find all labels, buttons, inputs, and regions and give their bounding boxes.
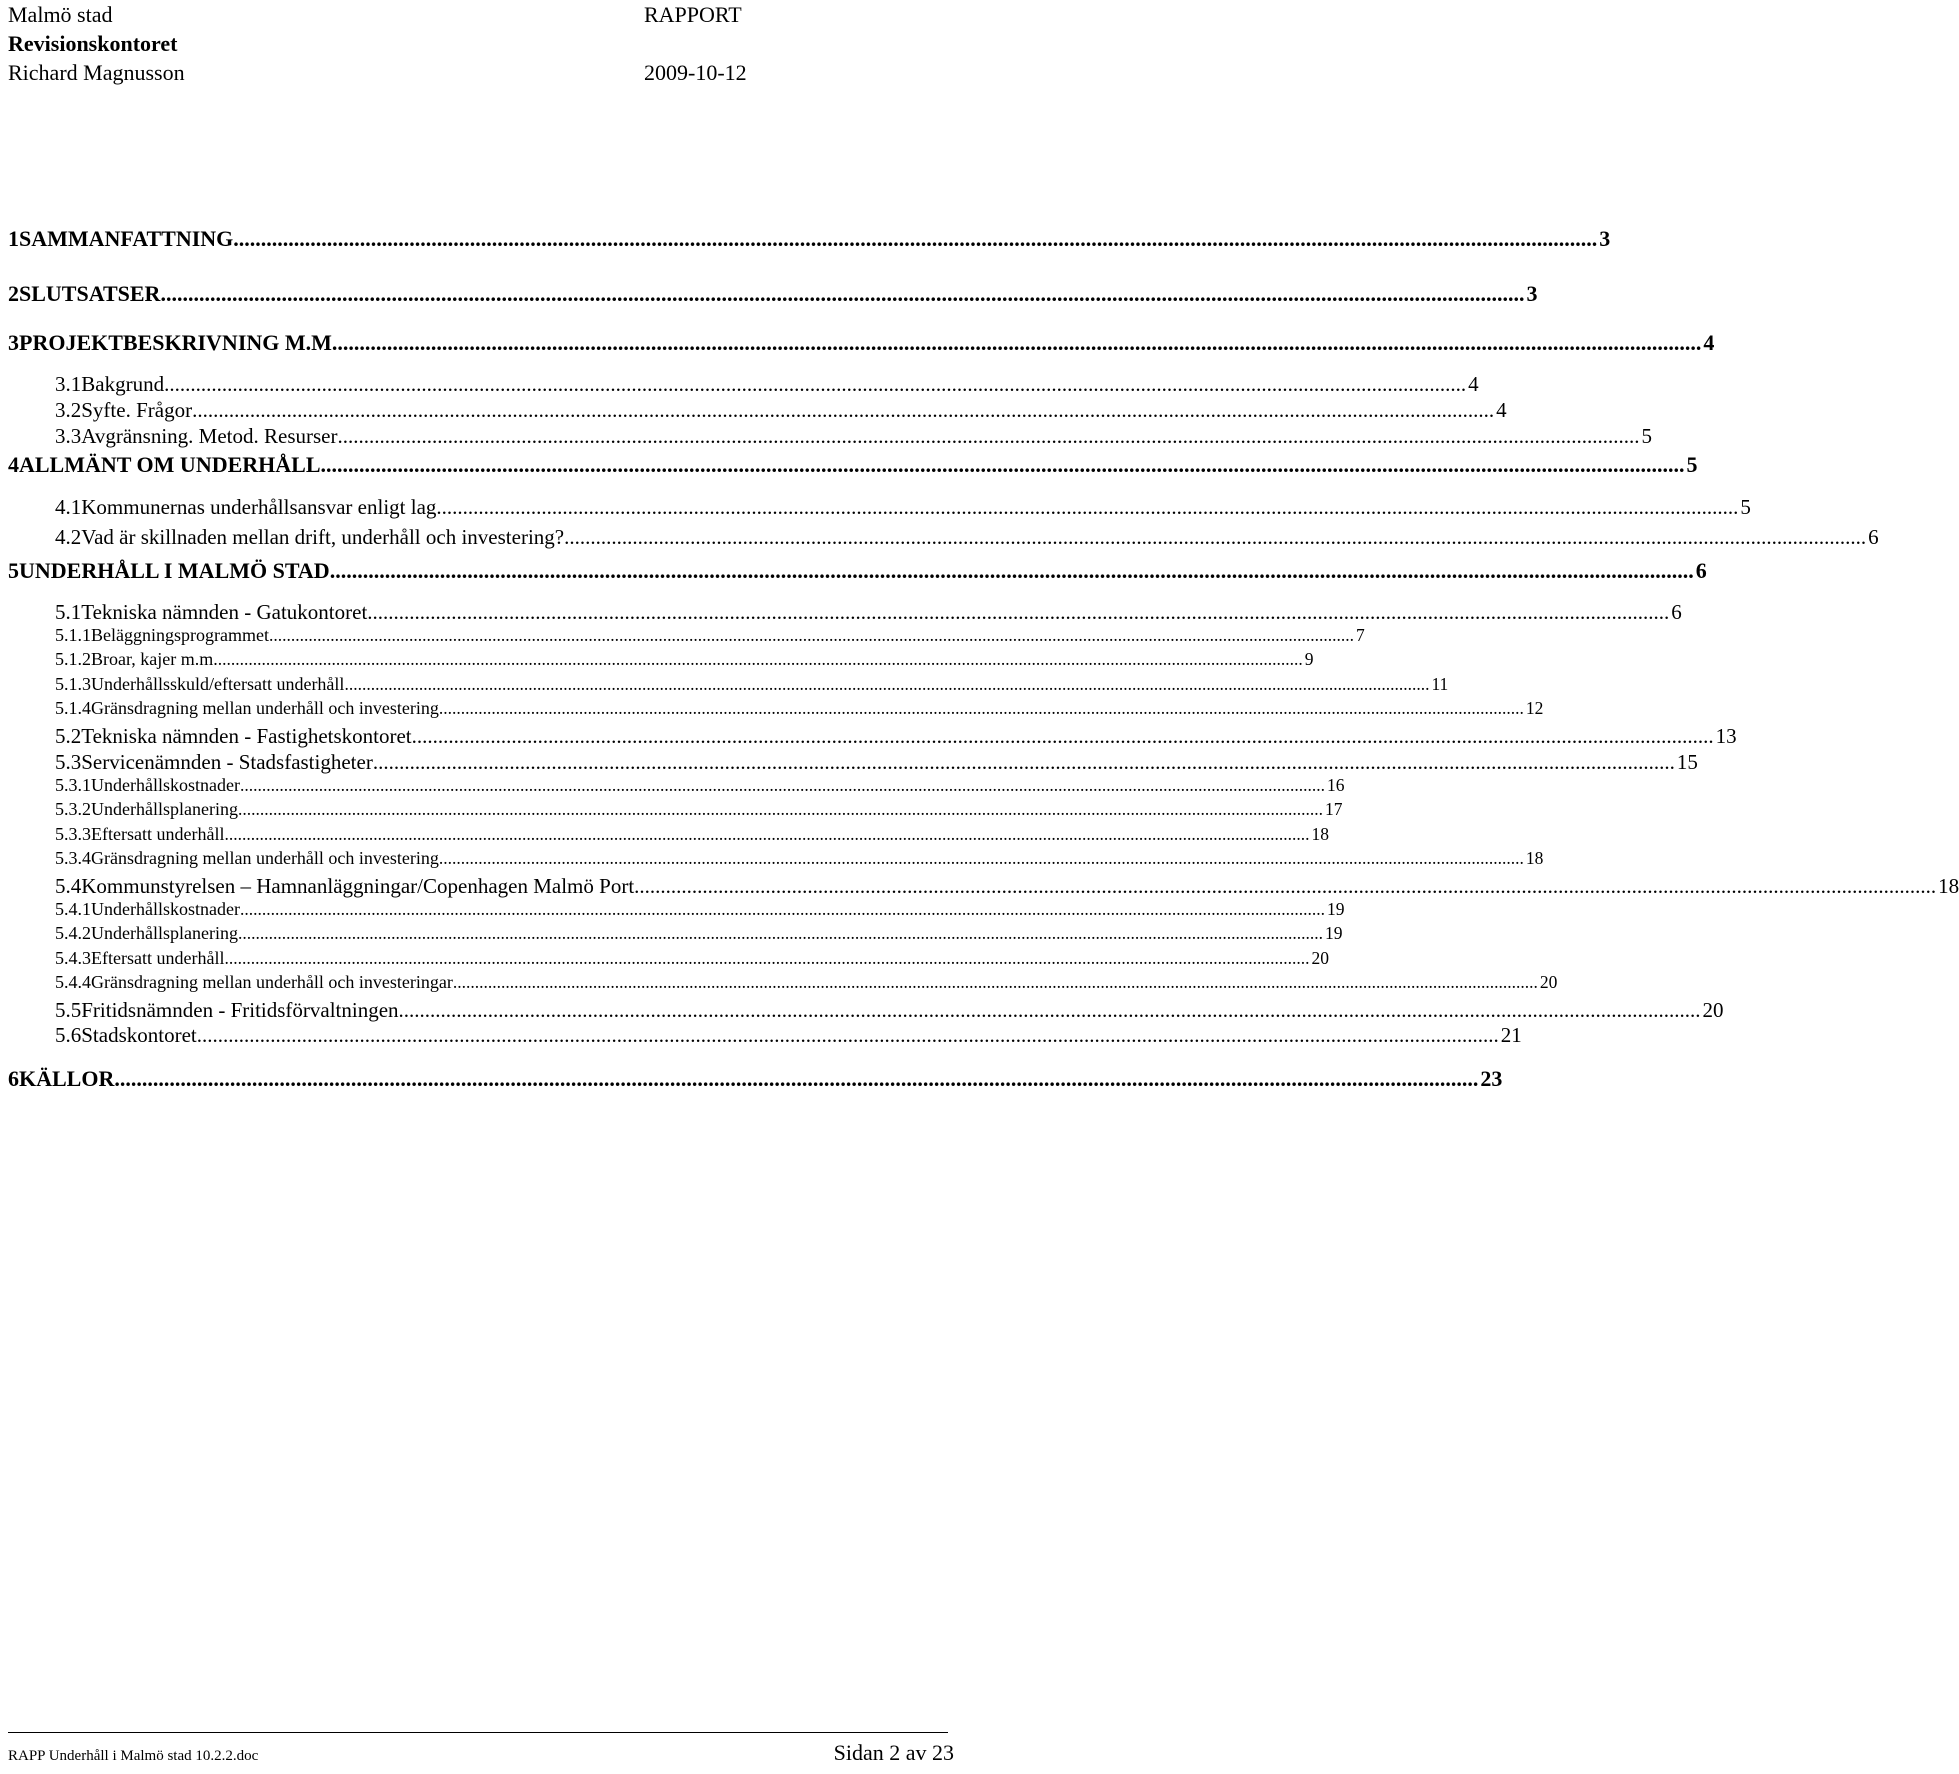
toc-entry-title: Eftersatt underhåll bbox=[91, 824, 225, 844]
toc-entry-page: 16 bbox=[1326, 775, 1345, 795]
toc-entry[interactable] bbox=[8, 848, 1544, 869]
toc-entry-page: 11 bbox=[1431, 674, 1449, 694]
toc-entry[interactable] bbox=[8, 724, 1737, 749]
toc-entry-page: 5 bbox=[1641, 424, 1652, 448]
toc-entry-number: 5.5 bbox=[55, 998, 82, 1022]
toc-entry[interactable] bbox=[8, 923, 1343, 944]
header-doc-type: RAPPORT bbox=[644, 2, 742, 27]
footer-page-label: Sidan 2 av 23 bbox=[833, 1740, 954, 1765]
toc-entry-number: 5.3.3 bbox=[55, 824, 91, 844]
toc-entry[interactable] bbox=[8, 674, 1449, 695]
toc-entry-page: 9 bbox=[1304, 649, 1314, 669]
toc-entry-number: 5.4.1 bbox=[55, 899, 91, 919]
toc-entry-title: Gränsdragning mellan underhåll och investering bbox=[91, 698, 439, 718]
toc-entry-page: 19 bbox=[1324, 923, 1343, 943]
toc-leader-dots bbox=[330, 558, 1694, 584]
toc-entry-number: 3 bbox=[8, 330, 19, 355]
toc-entry-page: 6 bbox=[1695, 558, 1707, 583]
toc-leader-dots bbox=[321, 452, 1685, 478]
toc-entry[interactable] bbox=[8, 452, 1698, 478]
toc-leader-dots bbox=[344, 674, 1429, 695]
toc-entry-number: 5.1.1 bbox=[55, 625, 91, 645]
toc-entry-title: Servicenämnden - Stadsfastigheter bbox=[81, 750, 373, 774]
toc-leader-dots bbox=[224, 948, 1309, 969]
toc-leader-dots bbox=[218, 649, 1303, 670]
toc-entry-page: 5 bbox=[1686, 452, 1698, 477]
toc-entry[interactable] bbox=[8, 874, 1959, 899]
toc-entry-page: 18 bbox=[1938, 874, 1959, 898]
toc-entry-page: 23 bbox=[1480, 1066, 1503, 1091]
toc-entry-number: 5.3 bbox=[55, 750, 82, 774]
toc-entry-page: 21 bbox=[1500, 1023, 1522, 1047]
toc-entry-page: 19 bbox=[1326, 899, 1345, 919]
toc-leader-dots bbox=[337, 330, 1701, 356]
toc-entry-number: 5.4.2 bbox=[55, 923, 91, 943]
page-footer bbox=[8, 1740, 954, 1766]
toc-entry-title: Broar, kajer m.m. bbox=[91, 649, 218, 669]
toc-entry-number: 5.3.1 bbox=[55, 775, 91, 795]
toc-entry-page: 15 bbox=[1676, 750, 1698, 774]
toc-entry-page: 7 bbox=[1355, 625, 1365, 645]
toc-entry[interactable] bbox=[8, 972, 1558, 993]
toc-entry[interactable] bbox=[8, 330, 1715, 356]
toc-entry-title: Gränsdragning mellan underhåll och investering bbox=[91, 848, 439, 868]
header-row-3 bbox=[8, 58, 768, 87]
toc-entry-page: 5 bbox=[1740, 495, 1751, 519]
toc-leader-dots bbox=[436, 495, 1738, 520]
toc-entry-title: Beläggningsprogrammet bbox=[91, 625, 269, 645]
toc-entry-number: 3.3 bbox=[55, 424, 82, 448]
toc-entry-number: 3.2 bbox=[55, 398, 82, 422]
toc-entry[interactable] bbox=[8, 1066, 1503, 1092]
toc-entry-title: ALLMÄNT OM UNDERHÅLL bbox=[19, 452, 321, 477]
toc-entry-title: SLUTSATSER bbox=[19, 281, 161, 306]
toc-leader-dots bbox=[233, 226, 1597, 252]
toc-entry[interactable] bbox=[8, 424, 1652, 449]
toc-entry[interactable] bbox=[8, 899, 1345, 920]
toc-entry-title: Underhållsplanering bbox=[91, 923, 238, 943]
header-department: Revisionskontoret bbox=[8, 31, 178, 56]
toc-entry-title: Tekniska nämnden - Gatukontoret bbox=[81, 600, 368, 624]
toc-entry[interactable] bbox=[8, 1023, 1522, 1048]
toc-entry-title: Bakgrund bbox=[81, 372, 165, 396]
toc-entry[interactable] bbox=[8, 625, 1365, 646]
toc-entry-title: KÄLLOR bbox=[19, 1066, 115, 1091]
toc-entry-title: Underhållsskuld/eftersatt underhåll bbox=[91, 674, 345, 694]
toc-entry-number: 5.1.4 bbox=[55, 698, 91, 718]
toc-entry-page: 20 bbox=[1539, 972, 1558, 992]
toc-entry-title: Kommunstyrelsen – Hamnanläggningar/Copenhagen Malmö Port bbox=[81, 874, 635, 898]
page-header bbox=[8, 0, 768, 87]
toc-leader-dots bbox=[439, 698, 1524, 719]
toc-leader-dots bbox=[453, 972, 1538, 993]
toc-leader-dots bbox=[197, 1023, 1499, 1048]
toc-entry-title: Stadskontoret bbox=[81, 1023, 197, 1047]
toc-entry[interactable] bbox=[8, 226, 1611, 252]
toc-entry-number: 5.3.2 bbox=[55, 799, 91, 819]
toc-entry-number: 5.2 bbox=[55, 724, 82, 748]
toc-entry-number: 5.4.4 bbox=[55, 972, 91, 992]
toc-entry-title: Underhållskostnader bbox=[91, 899, 240, 919]
toc-entry[interactable] bbox=[8, 372, 1479, 397]
toc-entry-page: 18 bbox=[1311, 824, 1329, 844]
toc-entry-page: 4 bbox=[1468, 372, 1479, 396]
toc-entry-page: 18 bbox=[1525, 848, 1544, 868]
toc-entry-page: 6 bbox=[1868, 525, 1879, 549]
toc-entry-page: 6 bbox=[1671, 600, 1682, 624]
toc-leader-dots bbox=[240, 899, 1325, 920]
toc-entry-number: 5.1 bbox=[55, 600, 82, 624]
footer-filename: RAPP Underhåll i Malmö stad 10.2.2.doc bbox=[8, 1748, 259, 1764]
toc-leader-dots bbox=[240, 775, 1325, 796]
toc-leader-dots bbox=[373, 750, 1675, 775]
toc-entry-page: 4 bbox=[1703, 330, 1715, 355]
toc-entry-title: UNDERHÅLL I MALMÖ STAD bbox=[19, 558, 330, 583]
toc-leader-dots bbox=[399, 998, 1701, 1023]
toc-entry-number: 5.4.3 bbox=[55, 948, 91, 968]
toc-entry[interactable] bbox=[8, 495, 1751, 520]
toc-entry-page: 13 bbox=[1715, 724, 1737, 748]
toc-entry-number: 2 bbox=[8, 281, 19, 306]
header-row-1 bbox=[8, 0, 768, 29]
toc-entry[interactable] bbox=[8, 698, 1544, 719]
toc-leader-dots bbox=[160, 281, 1524, 307]
toc-entry[interactable] bbox=[8, 799, 1343, 820]
toc-entry-number: 4.2 bbox=[55, 525, 82, 549]
toc-entry[interactable] bbox=[8, 600, 1682, 625]
toc-leader-dots bbox=[164, 372, 1466, 397]
toc-entry-page: 12 bbox=[1525, 698, 1544, 718]
toc-entry-number: 4 bbox=[8, 452, 19, 477]
header-date: 2009-10-12 bbox=[644, 60, 747, 85]
toc-entry[interactable] bbox=[8, 525, 1879, 550]
toc-entry[interactable] bbox=[8, 998, 1724, 1023]
toc-entry-page: 17 bbox=[1324, 799, 1343, 819]
toc-entry[interactable] bbox=[8, 398, 1507, 423]
toc-leader-dots bbox=[439, 848, 1524, 869]
toc-leader-dots bbox=[114, 1066, 1478, 1092]
toc-entry-number: 4.1 bbox=[55, 495, 82, 519]
header-row-2 bbox=[8, 29, 768, 58]
toc-entry-number: 5 bbox=[8, 558, 19, 583]
toc-entry[interactable] bbox=[8, 558, 1707, 584]
toc-entry[interactable] bbox=[8, 750, 1698, 775]
toc-entry[interactable] bbox=[8, 948, 1329, 969]
toc-leader-dots bbox=[269, 625, 1354, 646]
toc-entry-title: SAMMANFATTNING bbox=[19, 226, 234, 251]
toc-entry-number: 5.1.3 bbox=[55, 674, 91, 694]
toc-entry-title: Vad är skillnaden mellan drift, underhåll och investering? bbox=[81, 525, 565, 549]
toc-entry-page: 20 bbox=[1702, 998, 1724, 1022]
toc-entry-number: 1 bbox=[8, 226, 19, 251]
toc-entry[interactable] bbox=[8, 649, 1314, 670]
toc-entry-number: 5.6 bbox=[55, 1023, 82, 1047]
toc-entry-number: 5.1.2 bbox=[55, 649, 91, 669]
footer-divider bbox=[8, 1732, 948, 1733]
toc-entry-page: 3 bbox=[1599, 226, 1611, 251]
toc-leader-dots bbox=[192, 398, 1494, 423]
toc-entry-title: Underhållsplanering bbox=[91, 799, 238, 819]
toc-entry-page: 3 bbox=[1526, 281, 1538, 306]
toc-entry-title: Eftersatt underhåll bbox=[91, 948, 225, 968]
toc-entry-title: Gränsdragning mellan underhåll och investeringar bbox=[91, 972, 453, 992]
toc-entry-number: 6 bbox=[8, 1066, 19, 1091]
toc-entry-title: PROJEKTBESKRIVNING M.M. bbox=[19, 330, 338, 355]
toc-entry-title: Underhållskostnader bbox=[91, 775, 240, 795]
toc-entry-page: 20 bbox=[1311, 948, 1329, 968]
header-author: Richard Magnusson bbox=[8, 60, 185, 85]
toc-entry-title: Fritidsnämnden - Fritidsförvaltningen bbox=[81, 998, 399, 1022]
toc-entry[interactable] bbox=[8, 281, 1538, 307]
toc-entry-title: Kommunernas underhållsansvar enligt lag bbox=[81, 495, 437, 519]
toc-entry-number: 3.1 bbox=[55, 372, 82, 396]
toc-leader-dots bbox=[367, 600, 1669, 625]
toc-entry[interactable] bbox=[8, 775, 1345, 796]
toc-entry-number: 5.4 bbox=[55, 874, 82, 898]
toc-entry-number: 5.3.4 bbox=[55, 848, 91, 868]
toc-leader-dots bbox=[238, 799, 1323, 820]
toc-entry[interactable] bbox=[8, 824, 1329, 845]
toc-leader-dots bbox=[412, 724, 1714, 749]
toc-leader-dots bbox=[238, 923, 1323, 944]
header-org: Malmö stad bbox=[8, 2, 113, 27]
toc-leader-dots bbox=[564, 525, 1866, 550]
toc-leader-dots bbox=[338, 424, 1640, 449]
toc-entry-page: 4 bbox=[1496, 398, 1507, 422]
toc-leader-dots bbox=[634, 874, 1936, 899]
toc-entry-title: Avgränsning. Metod. Resurser bbox=[81, 424, 338, 448]
toc-leader-dots bbox=[224, 824, 1309, 845]
toc-entry-title: Syfte. Frågor bbox=[81, 398, 193, 422]
toc-entry-title: Tekniska nämnden - Fastighetskontoret bbox=[81, 724, 412, 748]
